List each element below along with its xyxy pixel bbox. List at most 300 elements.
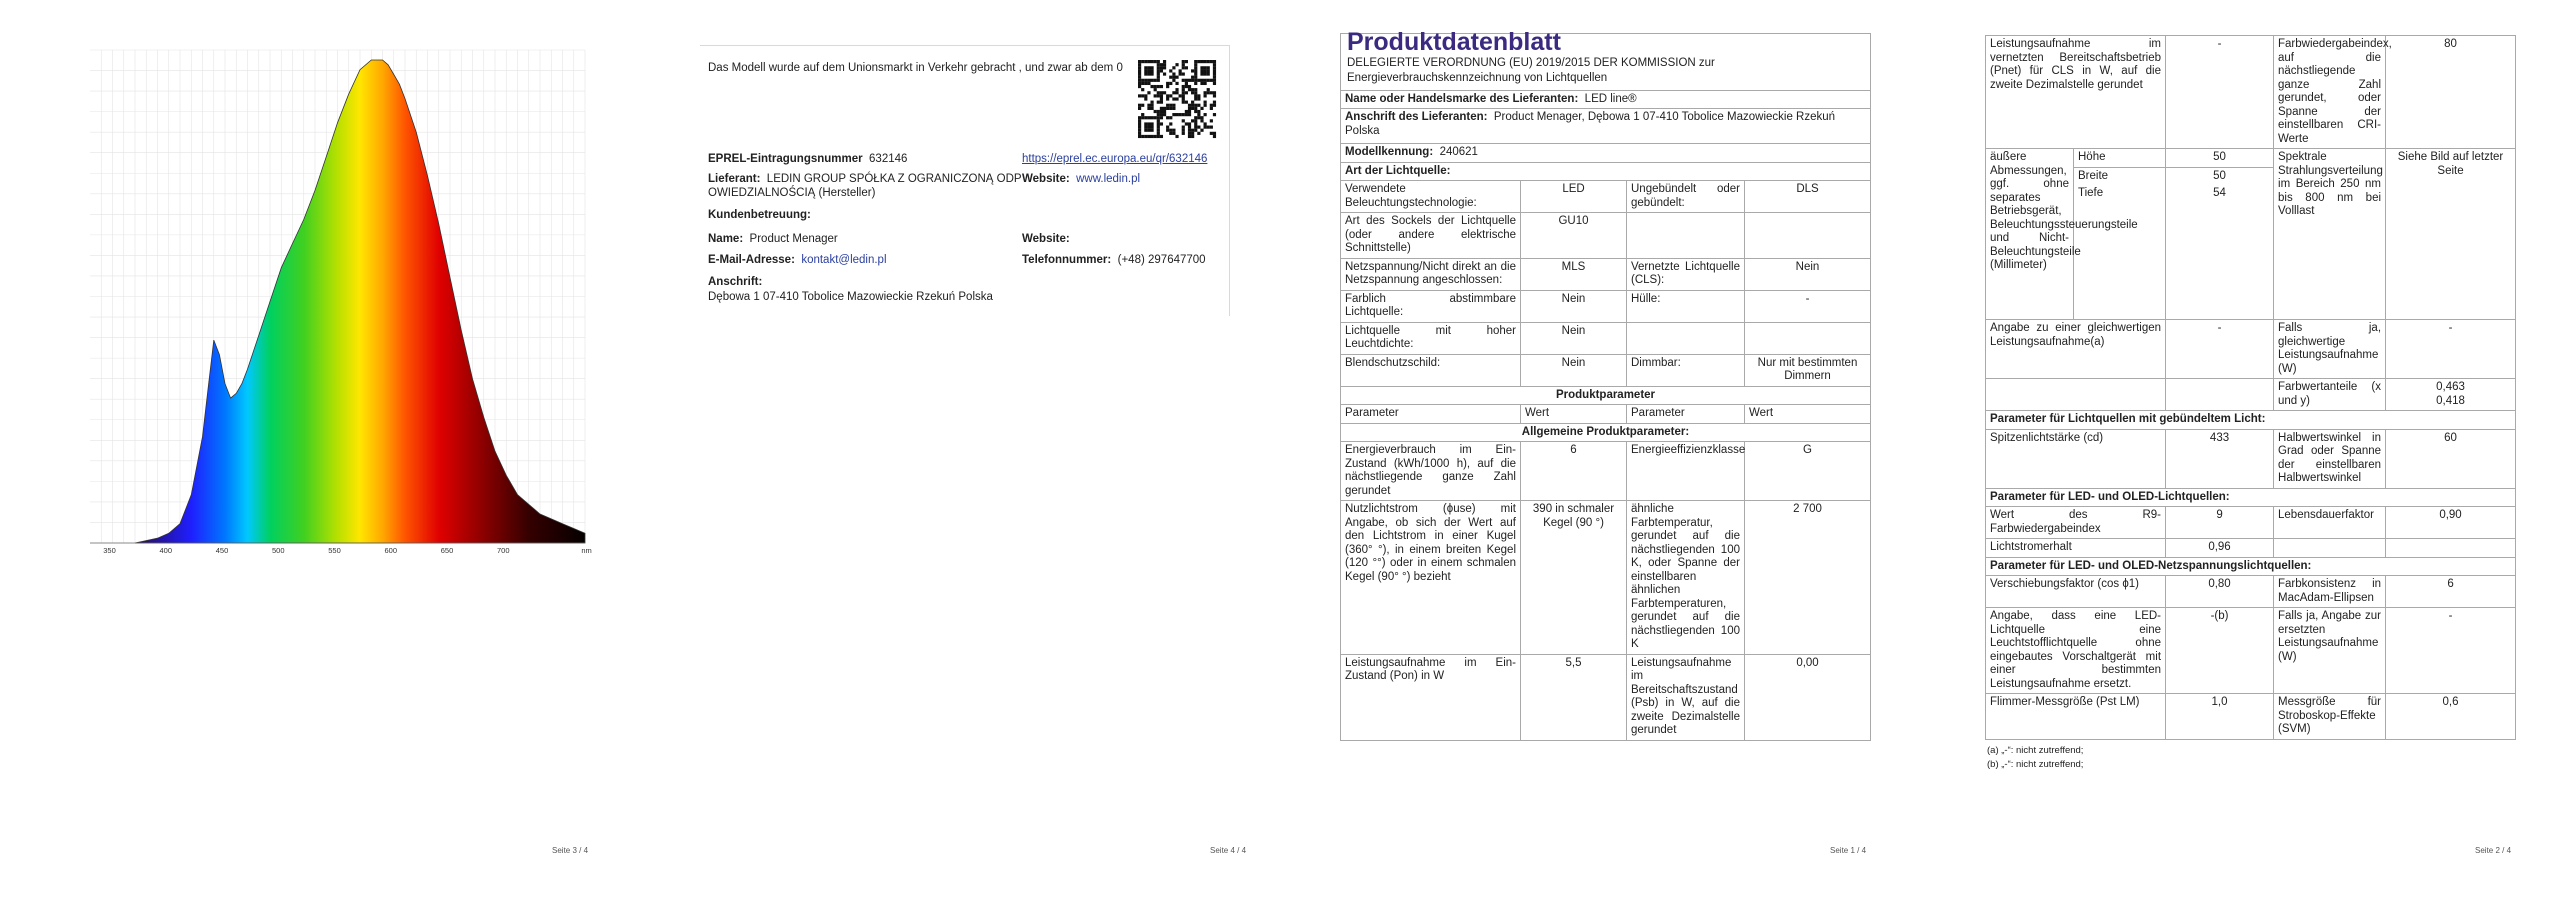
footnote-a: (a) „-“: nicht zutreffend; [1987,744,2084,756]
supplier-name-value: LED line® [1584,92,1637,105]
qr-module [1182,129,1185,132]
table-row [1341,442,1871,501]
qr-module [1185,85,1188,88]
qr-module [1188,79,1191,82]
qr-module [1182,113,1185,116]
qr-module [1154,60,1157,63]
name-value: Product Menager [749,233,838,245]
phone-value: (+48) 297647700 [1117,254,1206,266]
qr-module [1147,72,1150,75]
qr-module [1147,104,1150,107]
qr-module [1182,119,1185,122]
qr-module [1150,66,1153,69]
qr-module [1210,126,1213,129]
qr-module [1166,85,1169,88]
sheet-table [1340,28,1871,741]
qr-module [1204,126,1207,129]
qr-module [1166,104,1169,107]
qr-module [1166,107,1169,110]
qr-module [1144,60,1147,63]
dims-label: äußere Abmessungen, ggf. ohne separates Betriebsgerät, Beleuchtungssteuerungsteile und Nicht-Beleuchtungsteile (Millimeter) [1986,149,2074,320]
type-label: Art der Lichtquelle: [1341,162,1871,181]
qr-module [1141,94,1144,97]
qr-module [1160,63,1163,66]
qr-module [1138,79,1141,82]
qr-module [1144,66,1147,69]
general-title: Allgemeine Produktparameter: [1341,423,1871,442]
cell: Nein [1521,322,1627,354]
cell: - [2166,320,2274,379]
website-label: Website: [1022,173,1070,185]
qr-module [1204,94,1207,97]
table-row [1341,322,1871,354]
qr-module [1191,104,1194,107]
qr-module [1138,76,1141,79]
cell: Verwendete Beleuchtungstechnologie: [1341,181,1521,213]
qr-code[interactable] [1138,60,1216,138]
qr-module [1154,116,1157,119]
page-footer: Seite 4 / 4 [1210,846,1247,855]
qr-module [1191,132,1194,135]
qr-module [1200,69,1203,72]
qr-module [1197,104,1200,107]
qr-module [1207,72,1210,75]
qr-module [1210,119,1213,122]
qr-module [1194,72,1197,75]
qr-module [1188,129,1191,132]
qr-module [1169,69,1172,72]
qr-module [1188,110,1191,113]
qr-module [1150,122,1153,125]
qr-module [1150,135,1153,138]
qr-module [1210,104,1213,107]
cell: 0,80 [2166,576,2274,608]
cell: Lichtstromerhalt [1986,539,2166,558]
qr-module [1144,135,1147,138]
cell: 9 [2166,507,2274,539]
qr-module [1200,79,1203,82]
qr-module [1157,66,1160,69]
qr-module [1194,91,1197,94]
website-link[interactable]: www.ledin.pl [1076,173,1141,185]
qr-module [1188,104,1191,107]
qr-module [1138,82,1141,85]
cell: Ungebündelt oder gebündelt: [1627,181,1745,213]
qr-module [1166,129,1169,132]
qr-module [1185,60,1188,63]
table-row [1986,539,2516,558]
qr-module [1141,79,1144,82]
qr-module [1200,66,1203,69]
qr-module [1213,66,1216,69]
qr-module [1172,91,1175,94]
qr-module [1154,79,1157,82]
phone-label: Telefonnummer: [1022,254,1112,266]
qr-module [1141,104,1144,107]
qr-module [1141,60,1144,63]
qr-module [1147,135,1150,138]
qr-module [1147,82,1150,85]
qr-module [1157,119,1160,122]
qr-module [1194,66,1197,69]
cell: Farbkonsistenz in MacAdam-Ellipsen [2274,576,2386,608]
qr-module [1197,116,1200,119]
x-tick-label: 700 [497,546,510,555]
qr-module [1172,72,1175,75]
cell: Falls ja, Angabe zur ersetzten Leistungsaufnahme (W) [2274,608,2386,694]
product-data-sheet [1340,28,1870,741]
table-row [1341,290,1871,322]
cell: Farbwiedergabeindex, auf die nächstliegende ganze Zahl gerundet, oder Spanne der einstellbaren CRI-Werte [2274,36,2386,149]
qr-module [1157,91,1160,94]
cell: Messgröße für Stroboskop-Effekte (SVM) [2274,694,2386,740]
qr-module [1141,88,1144,91]
dim-value: 54 [2213,187,2226,199]
eprel-row [708,153,907,165]
cell: DLS [1745,181,1871,213]
qr-module [1182,132,1185,135]
qr-module [1160,101,1163,104]
qr-module [1191,88,1194,91]
qr-module [1188,132,1191,135]
qr-module [1182,97,1185,100]
qr-module [1160,66,1163,69]
qr-module [1150,104,1153,107]
dim-value: 50 [2213,169,2226,182]
qr-module [1157,69,1160,72]
qr-module [1175,76,1178,79]
qr-module [1157,116,1160,119]
cell [2274,539,2386,558]
qr-module [1150,79,1153,82]
qr-module [1194,116,1197,119]
qr-module [1197,94,1200,97]
qr-module [1188,88,1191,91]
led-title: Parameter für LED- und OLED-Lichtquellen: [1986,488,2516,507]
table-row [1986,608,2516,694]
qr-module [1188,126,1191,129]
qr-module [1147,129,1150,132]
qr-module [1147,69,1150,72]
qr-module [1163,113,1166,116]
qr-module [1138,63,1141,66]
cell: Halbwertswinkel in Grad oder Spanne der einstellbaren Halbwertswinkel [2274,429,2386,488]
qr-module [1179,94,1182,97]
cell: - [2386,320,2516,379]
cell: 0,00 [1745,654,1871,740]
eprel-link[interactable]: https://eprel.ec.europa.eu/qr/632146 [1022,153,1208,165]
qr-module [1160,69,1163,72]
qr-module [1163,72,1166,75]
qr-module [1138,132,1141,135]
table-row [1986,694,2516,740]
qr-module [1185,91,1188,94]
dims-names [2074,149,2166,320]
qr-module [1194,122,1197,125]
dims-values [2166,149,2274,320]
qr-module [1150,60,1153,63]
supplier-row [708,173,1022,185]
table-row [1986,149,2516,320]
qr-module [1157,110,1160,113]
qr-module [1188,85,1191,88]
market-intro: Das Modell wurde auf dem Unionsmarkt in Verkehr gebracht , und zwar ab dem 0 [708,62,1123,74]
qr-module [1204,72,1207,75]
qr-module [1147,66,1150,69]
qr-module [1147,91,1150,94]
qr-module [1182,101,1185,104]
chart-ticks [103,546,592,555]
qr-module [1141,116,1144,119]
qr-module [1160,116,1163,119]
qr-module [1194,88,1197,91]
cell: Leistungsaufnahme im Ein-Zustand (Pon) in W [1341,654,1521,740]
qr-module [1144,126,1147,129]
cell: Leistungsaufnahme im vernetzten Bereitschaftsbetrieb (Pnet) für CLS in W, auf die zweite Dezimalstelle gerundet [1986,36,2166,149]
cell: 2 700 [1745,501,1871,655]
qr-module [1150,101,1153,104]
qr-module [1207,66,1210,69]
qr-module [1179,72,1182,75]
qr-module [1210,132,1213,135]
qr-module [1175,97,1178,100]
sheet-table-2 [1985,35,2516,740]
x-tick-label: 650 [440,546,454,555]
qr-module [1138,66,1141,69]
params-title: Produktparameter [1341,386,1871,405]
qr-module [1213,69,1216,72]
cell: Art des Sockels der Lichtquelle (oder andere elektrische Schnittstelle) [1341,213,1521,259]
qr-module [1169,76,1172,79]
qr-module [1138,116,1141,119]
qr-module [1157,76,1160,79]
qr-module [1160,97,1163,100]
table-row [1341,181,1871,213]
qr-module [1210,79,1213,82]
qr-module [1138,60,1141,63]
qr-module [1172,79,1175,82]
supplier-addr-value: Product Menager, Dębowa 1 07-410 Tobolice Mazowieckie Rzekuń Polska [1345,111,1836,137]
qr-module [1191,101,1194,104]
qr-module [1194,107,1197,110]
qr-module [1207,60,1210,63]
cell: Spitzenlichtstärke (cd) [1986,429,2166,488]
qr-module [1175,88,1178,91]
qr-module [1150,129,1153,132]
qr-module [1138,72,1141,75]
qr-module [1138,69,1141,72]
qr-module [1150,85,1153,88]
qr-module [1154,94,1157,97]
qr-module [1175,113,1178,116]
model-label: Modellkennung: [1345,146,1434,158]
directional-title: Parameter für Lichtquellen mit gebündeltem Licht: [1986,411,2516,430]
qr-module [1194,126,1197,129]
qr-module [1160,94,1163,97]
qr-module [1157,72,1160,75]
qr-module [1138,122,1141,125]
x-tick-label: 450 [215,546,229,555]
qr-module [1169,116,1172,119]
cell: 80 [2386,36,2516,149]
cell: Leistungsaufnahme im Bereitschaftszustand (Psb) in W, auf die zweite Dezimalstelle gerundet [1627,654,1745,740]
cell: - [1745,290,1871,322]
qr-module [1169,107,1172,110]
qr-module [1207,88,1210,91]
table-row [1986,429,2516,488]
qr-module [1188,122,1191,125]
cell: G [1745,442,1871,501]
qr-module [1154,135,1157,138]
qr-module [1172,113,1175,116]
qr-module [1197,110,1200,113]
page-footer: Seite 1 / 4 [1830,846,1867,855]
qr-module [1150,126,1153,129]
cell: 0,90 [2386,507,2516,539]
cell: Lebensdauerfaktor [2274,507,2386,539]
qr-module [1141,113,1144,116]
qr-module [1144,129,1147,132]
qr-module [1144,72,1147,75]
qr-module [1147,126,1150,129]
qr-module [1213,135,1216,138]
qr-module [1200,72,1203,75]
qr-module [1157,63,1160,66]
cell: Energieeffizienzklasse [1627,442,1745,501]
qr-module [1213,60,1216,63]
qr-module [1182,88,1185,91]
qr-module [1157,122,1160,125]
qr-module [1138,94,1141,97]
table-row [1986,507,2516,539]
qr-module [1213,101,1216,104]
qr-module [1197,97,1200,100]
cell: Angabe zu einer gleichwertigen Leistungsaufnahme(a) [1986,320,2166,379]
qr-module [1191,135,1194,138]
qr-module [1150,69,1153,72]
qr-module [1157,85,1160,88]
qr-module [1169,122,1172,125]
qr-module [1182,72,1185,75]
column-header: Wert [1745,405,1871,424]
supplier-addr-label: Anschrift des Lieferanten: [1345,111,1488,123]
sheet-subtitle-1: DELEGIERTE VERORDNUNG (EU) 2019/2015 DER KOMMISSION zur [1347,56,1715,69]
table-row [1341,258,1871,290]
qr-module [1179,113,1182,116]
cell: 6 [2386,576,2516,608]
qr-module [1213,76,1216,79]
qr-module [1157,135,1160,138]
x-tick-label: 400 [159,546,173,555]
qr-module [1204,79,1207,82]
qr-module [1204,66,1207,69]
qr-module [1182,85,1185,88]
email-link[interactable]: kontakt@ledin.pl [801,254,887,266]
qr-module [1200,116,1203,119]
page-spectrum [0,0,640,905]
qr-module [1185,79,1188,82]
qr-module [1163,91,1166,94]
table-row [1986,36,2516,149]
qr-module [1150,116,1153,119]
qr-module [1166,82,1169,85]
qr-module [1200,107,1203,110]
cell [1745,322,1871,354]
qr-module [1207,69,1210,72]
qr-module [1138,104,1141,107]
qr-module [1191,119,1194,122]
qr-module [1147,79,1150,82]
model-value: 240621 [1439,146,1478,158]
qr-module [1194,82,1197,85]
address-value: Dębowa 1 07-410 Tobolice Mazowieckie Rzekuń Polska [708,291,993,303]
qr-module [1144,122,1147,125]
qr-module [1213,104,1216,107]
qr-module [1172,104,1175,107]
page-footer: Seite 3 / 4 [552,846,589,855]
qr-module [1182,63,1185,66]
qr-module [1172,66,1175,69]
qr-module [1200,129,1203,132]
qr-module [1213,132,1216,135]
qr-module [1166,116,1169,119]
qr-module [1200,60,1203,63]
cell [1745,213,1871,259]
table-row [1341,354,1871,386]
supplier-line2: OWIEDZIALNOŚCIĄ (Hersteller) [708,187,876,199]
table-row [1341,501,1871,655]
spectral-value: Siehe Bild auf letzter Seite [2386,149,2516,320]
qr-module [1200,119,1203,122]
qr-module [1213,79,1216,82]
qr-module [1169,104,1172,107]
qr-module [1200,82,1203,85]
qr-module [1185,101,1188,104]
qr-module [1154,88,1157,91]
qr-module [1204,69,1207,72]
cell: - [2386,608,2516,694]
cell: LED [1521,181,1627,213]
qr-module [1210,107,1213,110]
qr-module [1157,132,1160,135]
qr-module [1197,132,1200,135]
qr-module [1138,119,1141,122]
table-row [1341,213,1871,259]
cell: Nutzlichtstrom (ϕuse) mit Angabe, ob sich der Wert auf den Lichtstrom in einer Kugel (360° °), in einem breiten Kegel (120 °°) oder in einem schmalen Kegel (90° °) bezieht [1341,501,1521,655]
qr-module [1157,79,1160,82]
qr-module [1204,82,1207,85]
qr-module [1138,107,1141,110]
cell: 433 [2166,429,2274,488]
cell: 390 in schmaler Kegel (90 °) [1521,501,1627,655]
qr-module [1144,82,1147,85]
cell: Lichtquelle mit hoher Leuchtdichte: [1341,322,1521,354]
qr-module [1188,113,1191,116]
cell [2166,379,2274,411]
qr-module [1157,126,1160,129]
supplier-name-label: Name oder Handelsmarke des Lieferanten: [1345,92,1579,105]
cell: GU10 [1521,213,1627,259]
website2-label: Website: [1022,233,1070,245]
qr-module [1160,113,1163,116]
cell: Wert des R9-Farbwiedergabeindex [1986,507,2166,539]
address-label: Anschrift: [708,276,763,288]
cell: Vernetzte Lichtquelle (CLS): [1627,258,1745,290]
qr-module [1147,122,1150,125]
qr-module [1163,110,1166,113]
qr-module [1160,122,1163,125]
table-row [1986,576,2516,608]
